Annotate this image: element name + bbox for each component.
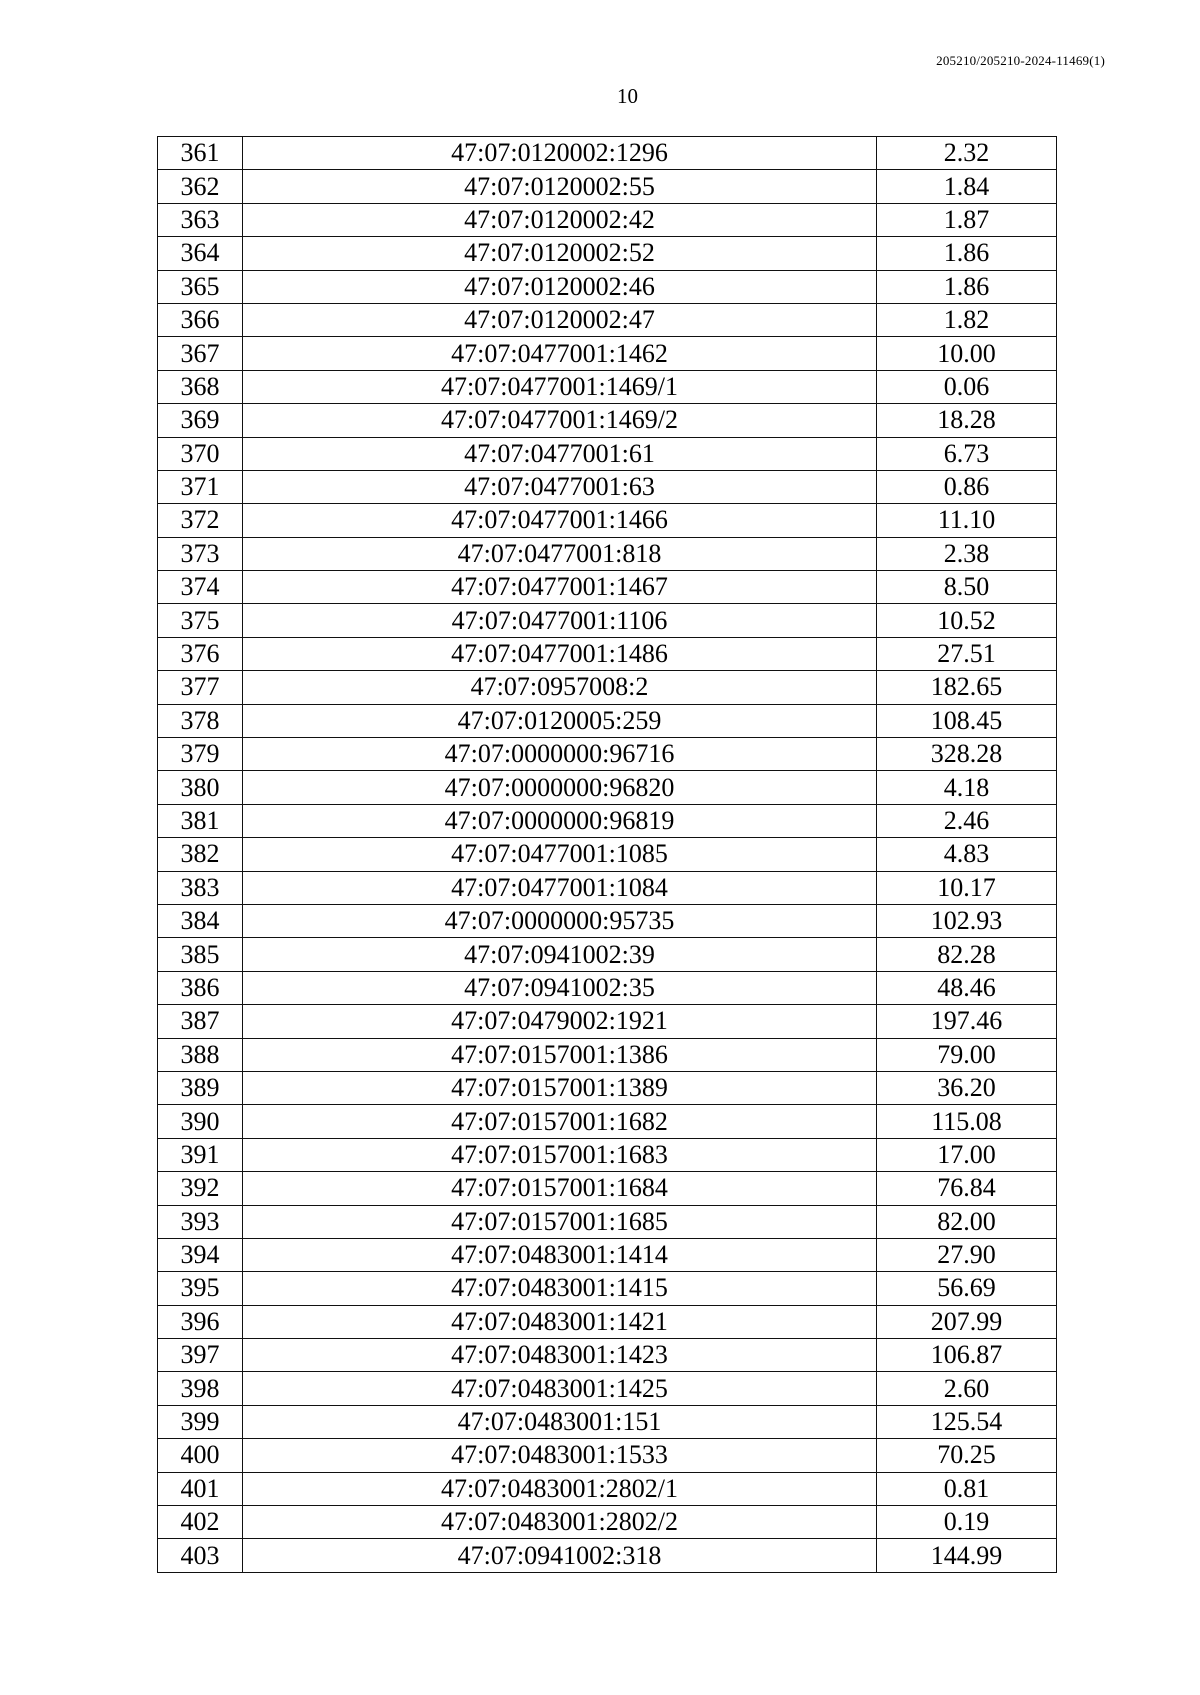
table-row: [158, 1405, 1057, 1438]
area-value-cell: 115.08: [877, 1105, 1057, 1138]
area-value-cell: 17.00: [877, 1138, 1057, 1171]
table-row: [158, 1005, 1057, 1038]
area-value-cell: 207.99: [877, 1305, 1057, 1338]
area-value-cell: 8.50: [877, 571, 1057, 604]
table-row: [158, 1105, 1057, 1138]
table-row: [158, 1305, 1057, 1338]
row-number-cell: 376: [158, 637, 243, 670]
cadastral-number-cell: 47:07:0483001:2802/2: [243, 1506, 877, 1539]
row-number-cell: 388: [158, 1038, 243, 1071]
cadastral-number-cell: 47:07:0479002:1921: [243, 1005, 877, 1038]
area-value-cell: 10.00: [877, 337, 1057, 370]
table-row: [158, 370, 1057, 403]
cadastral-number-cell: 47:07:0157001:1685: [243, 1205, 877, 1238]
table-row: [158, 470, 1057, 503]
cadastral-number-cell: 47:07:0120002:42: [243, 203, 877, 236]
cadastral-number-cell: 47:07:0157001:1389: [243, 1071, 877, 1104]
row-number-cell: 368: [158, 370, 243, 403]
area-value-cell: 2.38: [877, 537, 1057, 570]
cadastral-number-cell: 47:07:0483001:1423: [243, 1339, 877, 1372]
page-number: 10: [617, 84, 638, 108]
table-row: [158, 1071, 1057, 1104]
table-body: [158, 137, 1057, 1573]
row-number-cell: 395: [158, 1272, 243, 1305]
cadastral-number-cell: 47:07:0941002:318: [243, 1539, 877, 1572]
table-row: [158, 738, 1057, 771]
cadastral-number-cell: 47:07:0477001:1469/1: [243, 370, 877, 403]
area-value-cell: 56.69: [877, 1272, 1057, 1305]
area-value-cell: 106.87: [877, 1339, 1057, 1372]
cadastral-number-cell: 47:07:0120002:55: [243, 170, 877, 203]
row-number-cell: 383: [158, 871, 243, 904]
area-value-cell: 144.99: [877, 1539, 1057, 1572]
area-value-cell: 108.45: [877, 704, 1057, 737]
table-row: [158, 938, 1057, 971]
cadastral-number-cell: 47:07:0483001:1415: [243, 1272, 877, 1305]
cadastral-number-cell: 47:07:0941002:39: [243, 938, 877, 971]
area-value-cell: 2.32: [877, 137, 1057, 170]
cadastral-number-cell: 47:07:0120002:52: [243, 237, 877, 270]
row-number-cell: 361: [158, 137, 243, 170]
row-number-cell: 401: [158, 1472, 243, 1505]
row-number-cell: 384: [158, 904, 243, 937]
row-number-cell: 373: [158, 537, 243, 570]
cadastral-number-cell: 47:07:0120002:47: [243, 303, 877, 336]
table-row: [158, 704, 1057, 737]
cadastral-number-cell: 47:07:0483001:1425: [243, 1372, 877, 1405]
row-number-cell: 371: [158, 470, 243, 503]
row-number-cell: 365: [158, 270, 243, 303]
row-number-cell: 372: [158, 504, 243, 537]
table-row: [158, 1272, 1057, 1305]
cadastral-number-cell: 47:07:0483001:1421: [243, 1305, 877, 1338]
area-value-cell: 82.00: [877, 1205, 1057, 1238]
table-row: [158, 1339, 1057, 1372]
cadastral-number-cell: 47:07:0157001:1684: [243, 1172, 877, 1205]
row-number-cell: 402: [158, 1506, 243, 1539]
table-row: [158, 1372, 1057, 1405]
cadastral-number-cell: 47:07:0483001:1533: [243, 1439, 877, 1472]
cadastral-number-cell: 47:07:0120002:46: [243, 270, 877, 303]
table-row: [158, 1038, 1057, 1071]
cadastral-number-cell: 47:07:0477001:1466: [243, 504, 877, 537]
area-value-cell: 1.86: [877, 237, 1057, 270]
cadastral-number-cell: 47:07:0157001:1683: [243, 1138, 877, 1171]
area-value-cell: 4.18: [877, 771, 1057, 804]
area-value-cell: 1.84: [877, 170, 1057, 203]
row-number-cell: 367: [158, 337, 243, 370]
area-value-cell: 27.51: [877, 637, 1057, 670]
table-row: [158, 838, 1057, 871]
row-number-cell: 377: [158, 671, 243, 704]
table-row: [158, 270, 1057, 303]
table-row: [158, 203, 1057, 236]
row-number-cell: 379: [158, 738, 243, 771]
table-row: [158, 1205, 1057, 1238]
table-row: [158, 771, 1057, 804]
row-number-cell: 381: [158, 804, 243, 837]
row-number-cell: 389: [158, 1071, 243, 1104]
row-number-cell: 370: [158, 437, 243, 470]
cadastral-number-cell: 47:07:0477001:61: [243, 437, 877, 470]
row-number-cell: 399: [158, 1405, 243, 1438]
row-number-cell: 382: [158, 838, 243, 871]
row-number-cell: 374: [158, 571, 243, 604]
table-row: [158, 303, 1057, 336]
table-row: [158, 671, 1057, 704]
table-row: [158, 1539, 1057, 1572]
row-number-cell: 396: [158, 1305, 243, 1338]
table-row: [158, 237, 1057, 270]
area-value-cell: 2.60: [877, 1372, 1057, 1405]
area-value-cell: 10.52: [877, 604, 1057, 637]
table-row: [158, 437, 1057, 470]
cadastral-number-cell: 47:07:0477001:1462: [243, 337, 877, 370]
cadastral-number-cell: 47:07:0957008:2: [243, 671, 877, 704]
row-number-cell: 387: [158, 1005, 243, 1038]
table-row: [158, 1439, 1057, 1472]
row-number-cell: 366: [158, 303, 243, 336]
cadastral-number-cell: 47:07:0000000:96819: [243, 804, 877, 837]
row-number-cell: 391: [158, 1138, 243, 1171]
row-number-cell: 390: [158, 1105, 243, 1138]
cadastral-number-cell: 47:07:0941002:35: [243, 971, 877, 1004]
area-value-cell: 76.84: [877, 1172, 1057, 1205]
area-value-cell: 6.73: [877, 437, 1057, 470]
table-row: [158, 337, 1057, 370]
area-value-cell: 1.82: [877, 303, 1057, 336]
row-number-cell: 403: [158, 1539, 243, 1572]
area-value-cell: 328.28: [877, 738, 1057, 771]
area-value-cell: 0.81: [877, 1472, 1057, 1505]
row-number-cell: 380: [158, 771, 243, 804]
cadastral-number-cell: 47:07:0477001:63: [243, 470, 877, 503]
row-number-cell: 364: [158, 237, 243, 270]
area-value-cell: 0.19: [877, 1506, 1057, 1539]
cadastral-number-cell: 47:07:0120005:259: [243, 704, 877, 737]
row-number-cell: 400: [158, 1439, 243, 1472]
table-row: [158, 871, 1057, 904]
cadastral-number-cell: 47:07:0157001:1682: [243, 1105, 877, 1138]
area-value-cell: 36.20: [877, 1071, 1057, 1104]
table-row: [158, 1506, 1057, 1539]
row-number-cell: 398: [158, 1372, 243, 1405]
table-row: [158, 1472, 1057, 1505]
table-row: [158, 971, 1057, 1004]
cadastral-number-cell: 47:07:0477001:1469/2: [243, 404, 877, 437]
area-value-cell: 2.46: [877, 804, 1057, 837]
row-number-cell: 378: [158, 704, 243, 737]
area-value-cell: 70.25: [877, 1439, 1057, 1472]
table-row: [158, 170, 1057, 203]
document-id: 205210/205210-2024-11469(1): [936, 53, 1105, 68]
cadastral-number-cell: 47:07:0000000:96716: [243, 738, 877, 771]
row-number-cell: 375: [158, 604, 243, 637]
area-value-cell: 11.10: [877, 504, 1057, 537]
cadastral-number-cell: 47:07:0483001:1414: [243, 1238, 877, 1271]
area-value-cell: 125.54: [877, 1405, 1057, 1438]
table-row: [158, 904, 1057, 937]
area-value-cell: 48.46: [877, 971, 1057, 1004]
cadastral-number-cell: 47:07:0477001:1085: [243, 838, 877, 871]
row-number-cell: 394: [158, 1238, 243, 1271]
area-value-cell: 18.28: [877, 404, 1057, 437]
area-value-cell: 1.86: [877, 270, 1057, 303]
area-value-cell: 82.28: [877, 938, 1057, 971]
cadastral-number-cell: 47:07:0483001:151: [243, 1405, 877, 1438]
table-row: [158, 404, 1057, 437]
cadastral-number-cell: 47:07:0477001:1486: [243, 637, 877, 670]
table-row: [158, 604, 1057, 637]
area-value-cell: 197.46: [877, 1005, 1057, 1038]
cadastral-number-cell: 47:07:0477001:818: [243, 537, 877, 570]
cadastral-number-cell: 47:07:0483001:2802/1: [243, 1472, 877, 1505]
table-row: [158, 571, 1057, 604]
table-row: [158, 637, 1057, 670]
cadastral-table: [157, 136, 1057, 1573]
row-number-cell: 397: [158, 1339, 243, 1372]
table-row: [158, 804, 1057, 837]
cadastral-number-cell: 47:07:0000000:95735: [243, 904, 877, 937]
area-value-cell: 1.87: [877, 203, 1057, 236]
cadastral-number-cell: 47:07:0477001:1084: [243, 871, 877, 904]
cadastral-number-cell: 47:07:0000000:96820: [243, 771, 877, 804]
area-value-cell: 0.86: [877, 470, 1057, 503]
row-number-cell: 363: [158, 203, 243, 236]
table-row: [158, 137, 1057, 170]
cadastral-number-cell: 47:07:0477001:1467: [243, 571, 877, 604]
area-value-cell: 182.65: [877, 671, 1057, 704]
cadastral-number-cell: 47:07:0120002:1296: [243, 137, 877, 170]
table-row: [158, 537, 1057, 570]
cadastral-number-cell: 47:07:0477001:1106: [243, 604, 877, 637]
row-number-cell: 385: [158, 938, 243, 971]
row-number-cell: 386: [158, 971, 243, 1004]
cadastral-number-cell: 47:07:0157001:1386: [243, 1038, 877, 1071]
table-row: [158, 1138, 1057, 1171]
area-value-cell: 0.06: [877, 370, 1057, 403]
row-number-cell: 392: [158, 1172, 243, 1205]
table-row: [158, 504, 1057, 537]
area-value-cell: 102.93: [877, 904, 1057, 937]
row-number-cell: 393: [158, 1205, 243, 1238]
area-value-cell: 79.00: [877, 1038, 1057, 1071]
table-row: [158, 1172, 1057, 1205]
table-row: [158, 1238, 1057, 1271]
area-value-cell: 4.83: [877, 838, 1057, 871]
area-value-cell: 27.90: [877, 1238, 1057, 1271]
row-number-cell: 369: [158, 404, 243, 437]
row-number-cell: 362: [158, 170, 243, 203]
area-value-cell: 10.17: [877, 871, 1057, 904]
